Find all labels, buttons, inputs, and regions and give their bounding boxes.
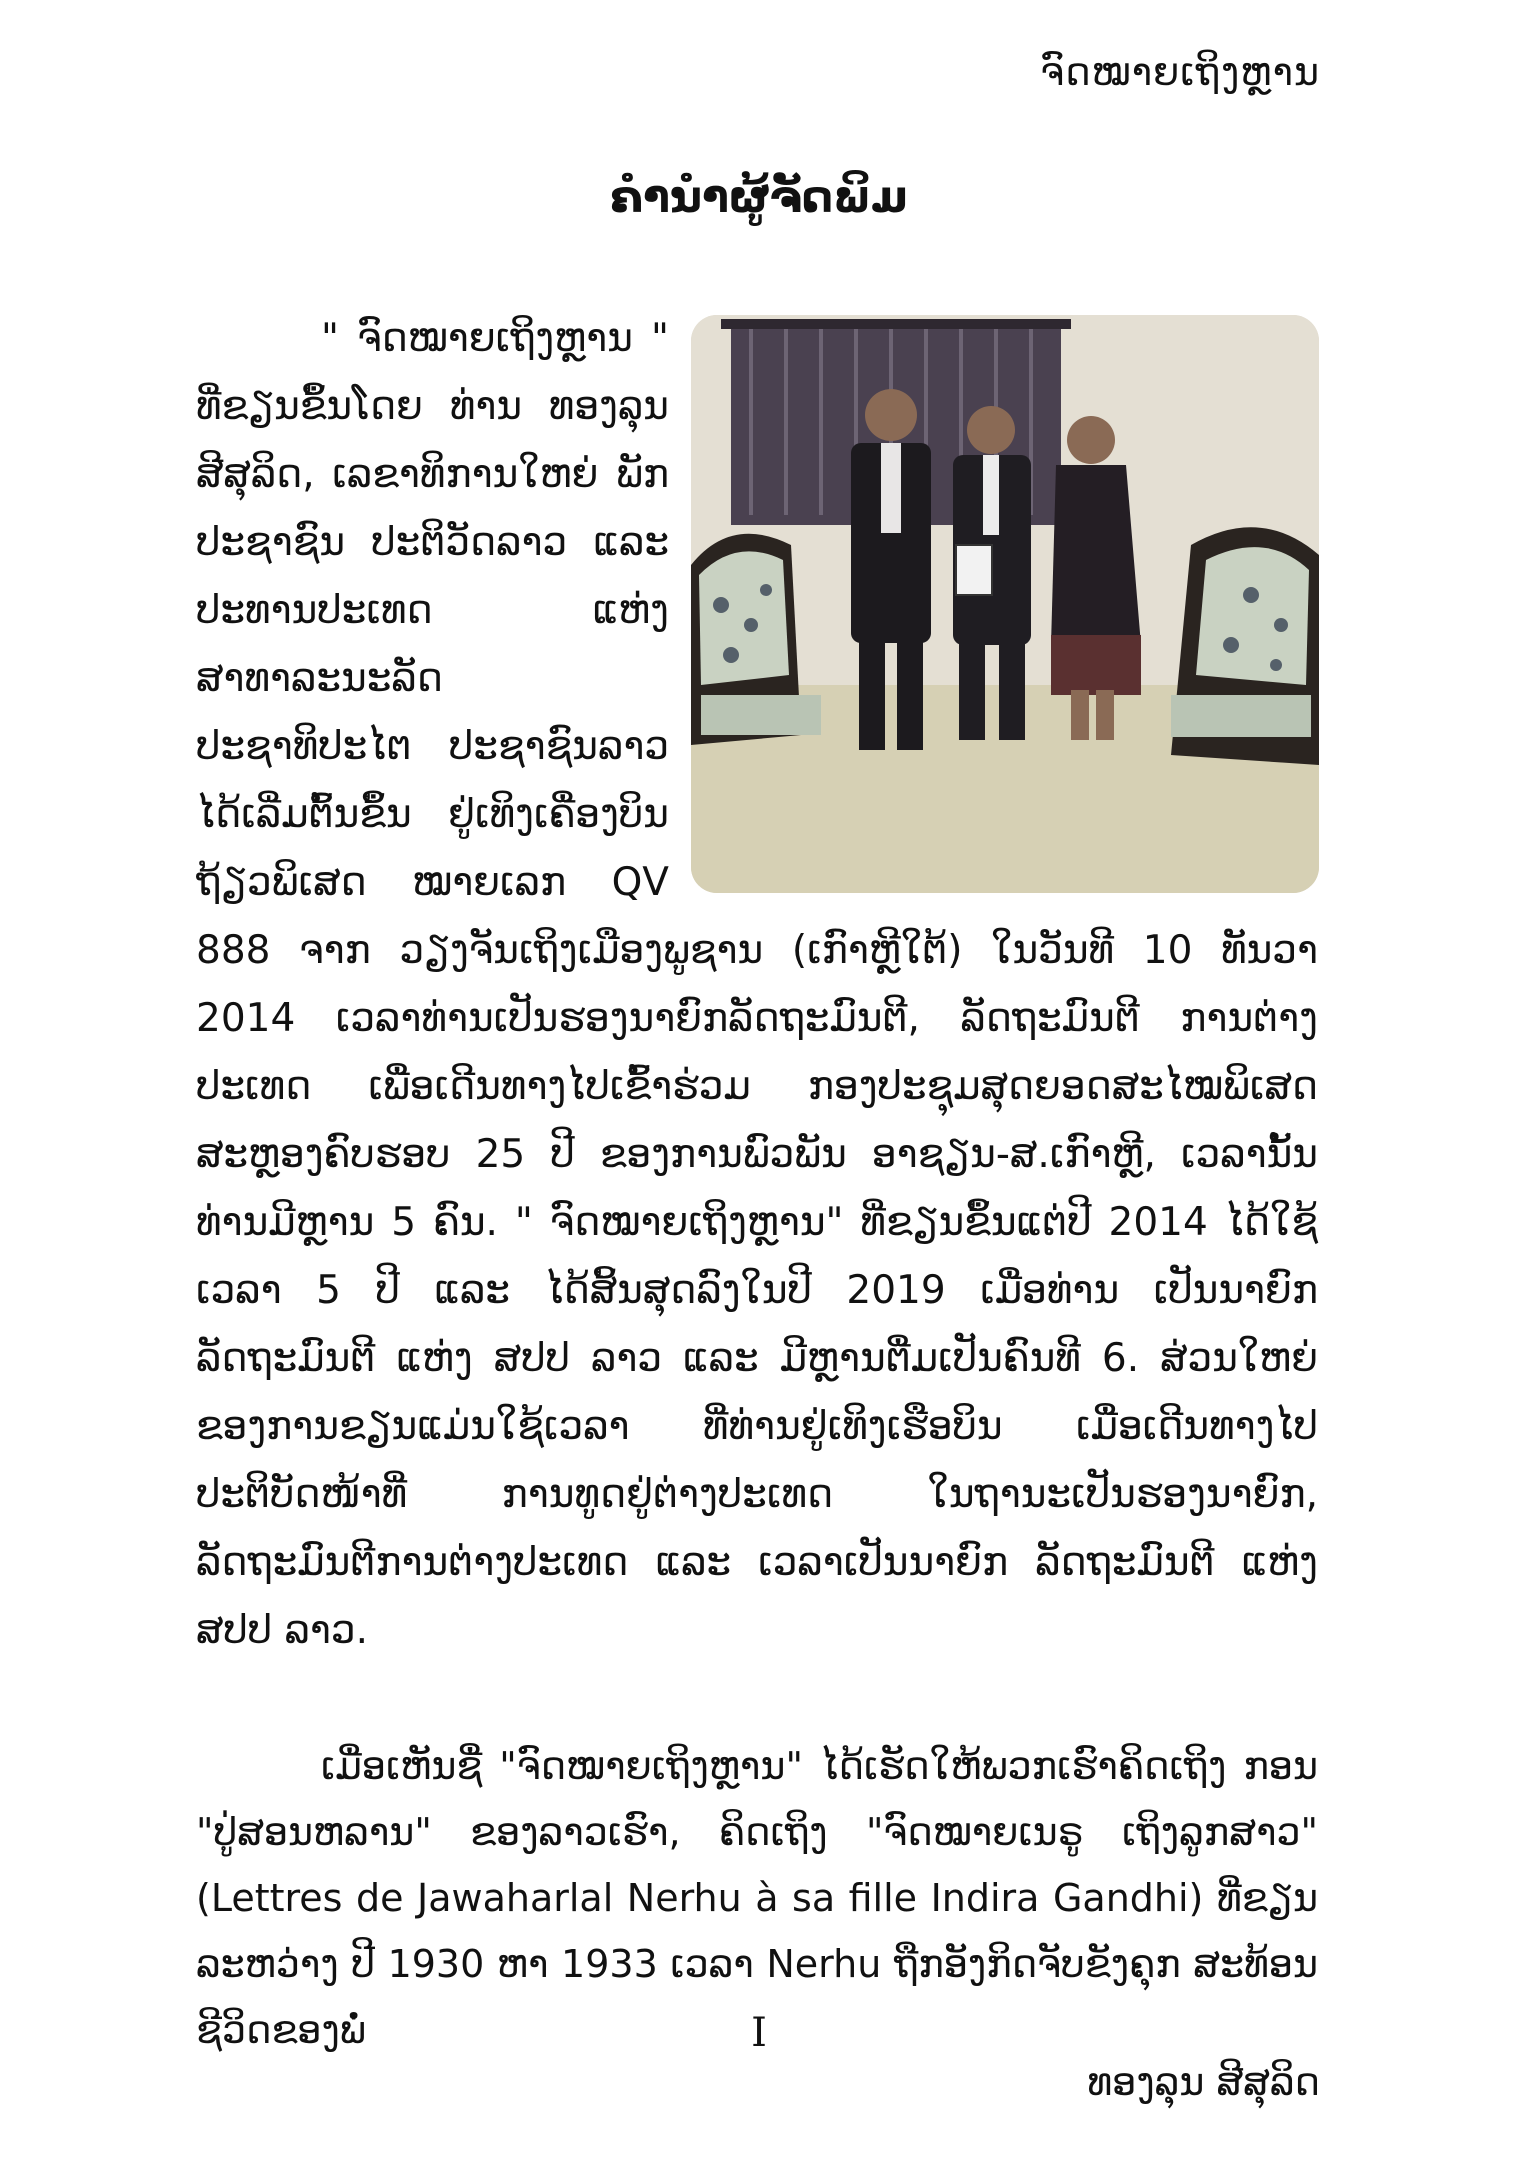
footer-author-name: ທອງລຸນ ສີສຸລິດ (1087, 2060, 1320, 2104)
page-title-text: ຄໍານໍາຜູ້ຈັດພິມ (610, 172, 908, 223)
body-text-column (196, 305, 1318, 2063)
page-number (0, 2010, 1538, 2056)
running-header: ຈົດໝາຍເຖິງຫຼານ (1040, 50, 1320, 94)
photograph-image (691, 315, 1319, 893)
paragraph-second: ເມື່ອເຫັນຊື່ "ຈົດໝາຍເຖິງຫຼານ" ໄດ້ເຮັດໃຫ້ພວກເຮົາຄິດເຖິງ ກອນ "ປູ່ສອນຫລານ" ຂອງລາວເຮົາ, ຄິດເຖິງ "ຈົດໝາຍເນຣູ ເຖິງລູກສາວ" (Lettres de Jawaharlal Nerhu à sa fille Indira Gandhi) ທີ່ຂຽນລະຫວ່າງ ປີ 1930 ຫາ 1933 ເວລາ Nerhu ຖືກອັງກິດຈັບຂັງຄຸກ ສະທ້ອນຊີວິດຂອງພໍ່ (196, 1744, 1318, 2052)
page-title (0, 172, 1538, 223)
photograph-icon (691, 315, 1319, 893)
paragraph-intro: " ຈົດໝາຍເຖິງຫຼານ " ທີ່ຂຽນຂຶ້ນໂດຍ ທ່ານ ທອງລຸນ ສີສຸລິດ, ເລຂາທິການໃຫຍ່ ພັກປະຊາຊົນ ປະຕິວັດລາວ ແລະ ປະທານປະເທດ ແຫ່ງ ສາທາລະນະລັດ ປະຊາທິປະໄຕ ປະຊາຊົນລາວ ໄດ້ເລີ່ມຕົ້ນຂຶ້ນ ຢູ່ເທິງເຄື່ອງບິນ ຖ້ຽວພິເສດ ໝາຍເລກ QV 888 ຈາກ ວຽງຈັນເຖິງເມືອງພູຊານ (ເກົາຫຼີໃຕ້) ໃນວັນທີ 10 ທັນວາ 2014 ເວລາທ່ານເປັນຮອງນາຍົກລັດຖະມົນຕີ, ລັດຖະມົນຕີ ການຕ່າງປະເທດ ເພື່ອເດີນທາງໄປເຂົ້າຮ່ວມ ກອງປະຊຸມສຸດຍອດສະໄໝພິເສດ ສະຫຼອງຄົບຮອບ 25 ປີ ຂອງການພົວພັນ ອາຊຽນ-ສ.ເກົາຫຼີ, ເວລານັ້ນ ທ່ານມີຫຼານ 5 ຄົນ. " ຈົດໝາຍເຖິງຫຼານ" ທີ່ຂຽນຂຶ້ນແຕ່ປີ 2014 ໄດ້ໃຊ້ເວລາ 5 ປີ ແລະ ໄດ້ສິ້ນສຸດລົງໃນປີ 2019 ເມື່ອທ່ານ ເປັນນາຍົກລັດຖະມົນຕີ ແຫ່ງ ສປປ ລາວ ແລະ ມີຫຼານຕື່ມເປັນຄົນທີ 6. ສ່ວນໃຫຍ່ຂອງການຂຽນແມ່ນໃຊ້ເວລາ ທີ່ທ່ານຢູ່ເທິງເຮືອບິນ ເມື່ອເດີນທາງໄປປະຕິບັດໜ້າທີ່ ການທູດຢູ່ຕ່າງປະເທດ ໃນຖານະເປັນຮອງນາຍົກ, ລັດຖະມົນຕີການຕ່າງປະເທດ ແລະ ເວລາເປັນນາຍົກ ລັດຖະມົນຕີ ແຫ່ງ ສປປ ລາວ. (196, 316, 1318, 1653)
page-number-text: I (751, 2010, 767, 2056)
